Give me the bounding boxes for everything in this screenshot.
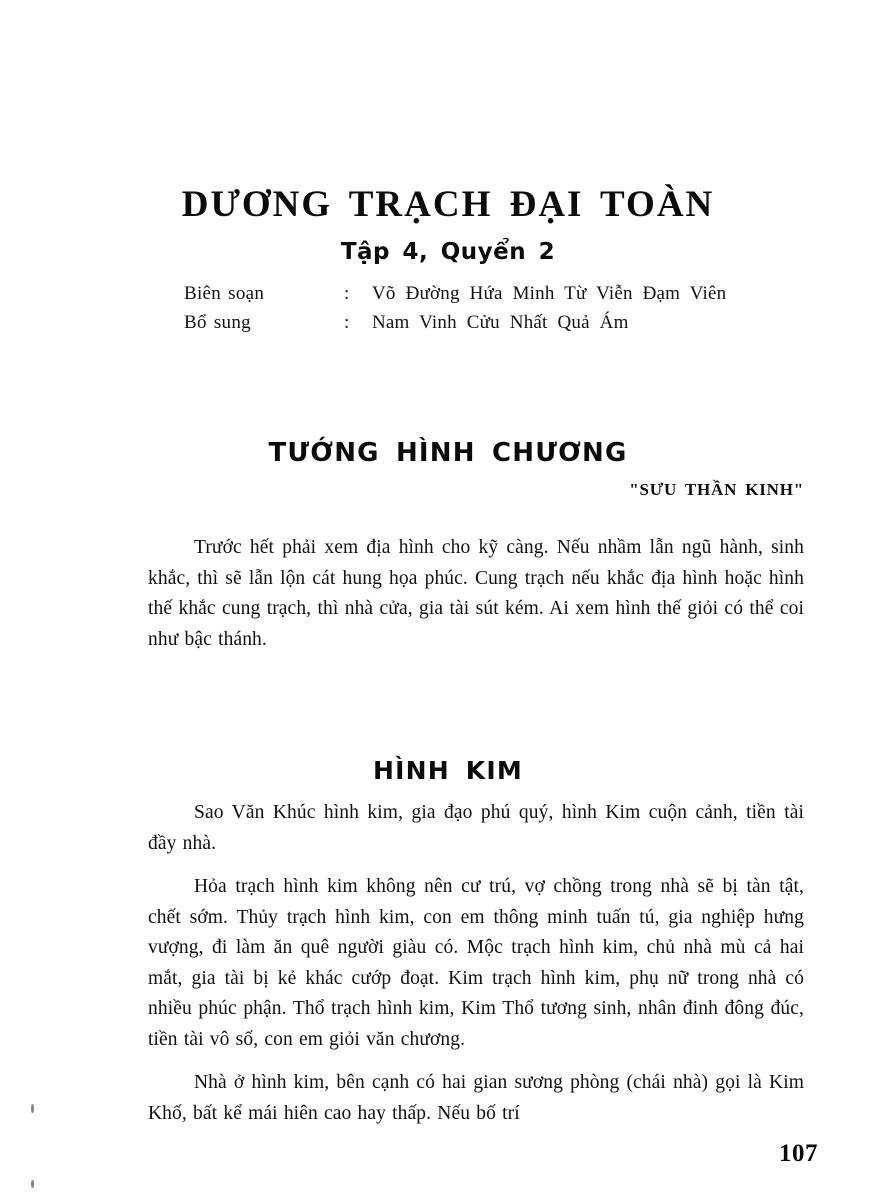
- credit-separator: :: [344, 283, 350, 304]
- credit-label-bien-soan: Biên soạn: [184, 283, 265, 304]
- section-paragraph-block-1: [148, 798, 804, 859]
- credit-value-bien-soan: Võ Đường Hứa Minh Từ Viễn Đạm Viên: [372, 283, 727, 304]
- scan-speckle-artifact: [31, 1180, 34, 1188]
- section-heading-hinh-kim: HÌNH KIM: [373, 756, 523, 785]
- credit-separator: :: [344, 312, 350, 333]
- volume-subtitle: Tập 4, Quyển 2: [340, 239, 556, 266]
- chapter-heading: TƯỚNG HÌNH CHƯƠNG: [268, 438, 628, 468]
- credit-row: [184, 283, 804, 312]
- paragraph: Sao Văn Khúc hình kim, gia đạo phú quý, hình Kim cuộn cảnh, tiền tài đầy nhà.: [148, 802, 804, 854]
- paragraph: Nhà ở hình kim, bên cạnh có hai gian sương phòng (chái nhà) gọi là Kim Khố, bất kể mái hiên cao hay thấp. Nếu bố trí: [148, 1072, 804, 1124]
- intro-paragraph-block: [148, 533, 804, 655]
- scan-speckle-artifact: [31, 1104, 34, 1113]
- credit-label-bo-sung: Bổ sung: [184, 312, 251, 333]
- book-title: DƯƠNG TRẠCH ĐẠI TOÀN: [181, 183, 715, 225]
- credits-block: [184, 283, 804, 341]
- paragraph: Trước hết phải xem địa hình cho kỹ càng. Nếu nhầm lẫn ngũ hành, sinh khắc, thì sẽ lẫn lộn cát hung họa phúc. Cung trạch nếu khắc địa hình hoặc hình thế khắc cung trạch, thì nhà cửa, gia tài sút kém. Ai xem hình thế giỏi có thể coi như bậc thánh.: [148, 537, 804, 650]
- section-paragraph-block-2: [148, 872, 804, 1055]
- source-citation: "SƯU THẦN KINH": [629, 480, 804, 499]
- credit-row: [184, 312, 804, 341]
- paragraph: Hỏa trạch hình kim không nên cư trú, vợ chồng trong nhà sẽ bị tàn tật, chết sớm. Thủy trạch hình kim, con em thông minh tuấn tú, gia nghiệp hưng vượng, đi làm ăn quê người giàu có. Mộc trạch hình kim, chủ nhà mù cả hai mắt, gia tài bị kẻ khác cướp đoạt. Kim trạch hình kim, phụ nữ trong nhà có nhiều phúc phận. Thổ trạch hình kim, Kim Thổ tương sinh, nhân đinh đông đúc, tiền tài vô số, con em giỏi văn chương.: [148, 876, 804, 1050]
- credit-value-bo-sung: Nam Vinh Cửu Nhất Quả Ám: [372, 312, 629, 333]
- page-number: 107: [779, 1140, 818, 1167]
- section-paragraph-block-3: [148, 1068, 804, 1129]
